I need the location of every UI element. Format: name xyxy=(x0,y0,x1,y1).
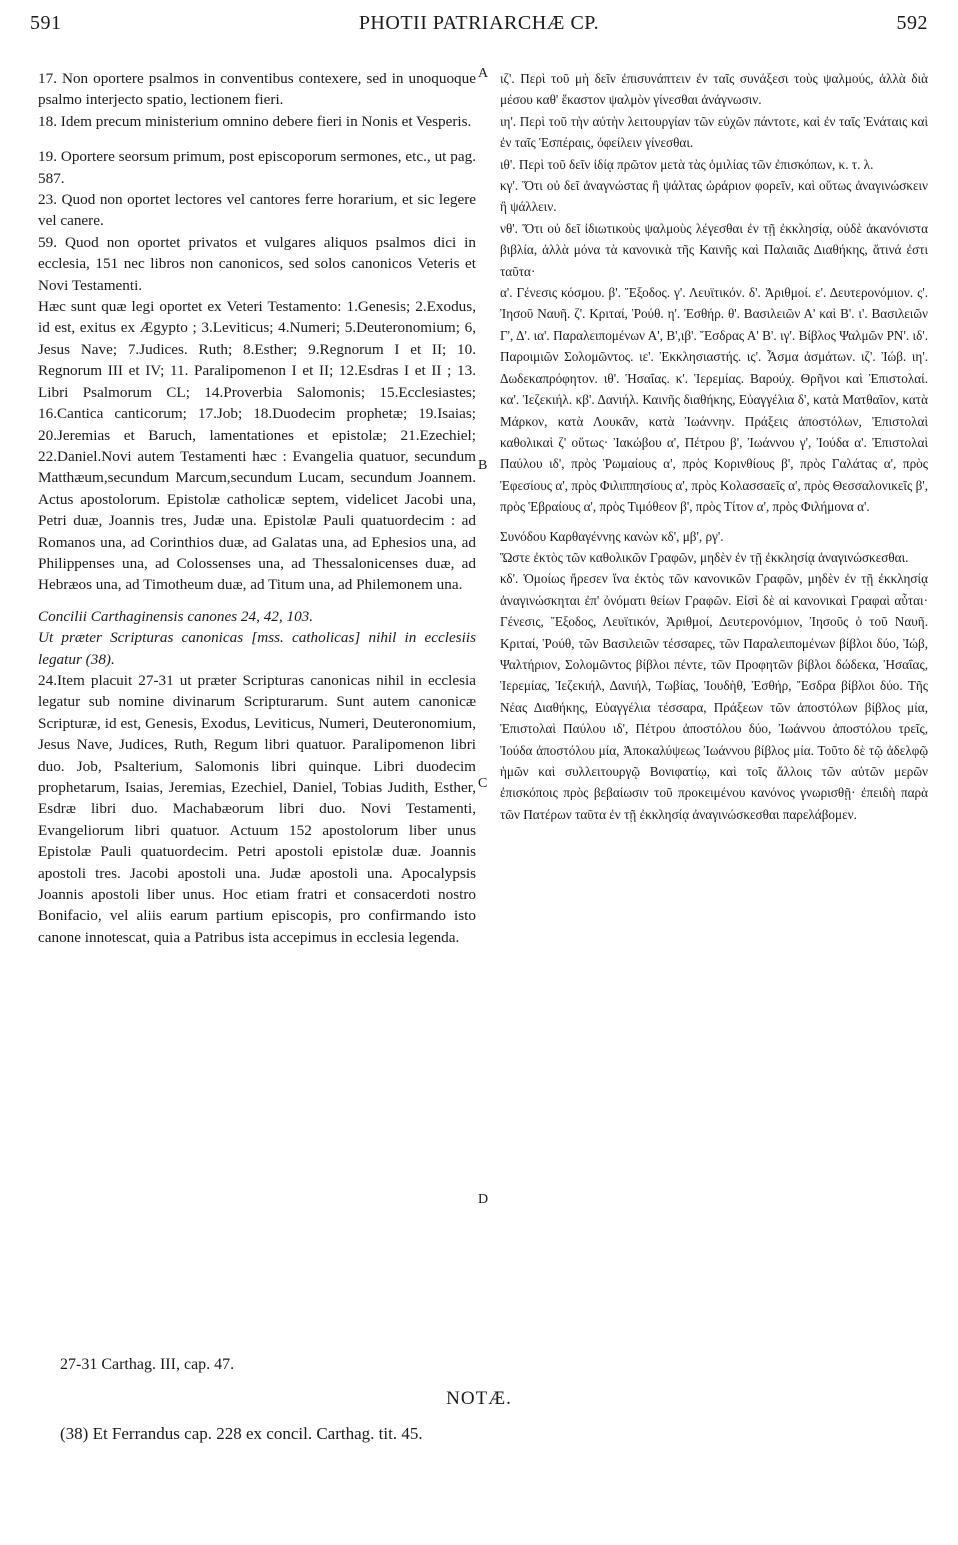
latin-canon-23: 23. Quod non oportet lectores vel cantores ferre horarium, et sic legere vel canere. xyxy=(38,191,476,230)
greek-canon-heading: Ὥστε ἐκτὸς τῶν καθολικῶν Γραφῶν, μηδὲν ἐν τῇ ἐκκλησίᾳ ἀναγινώσκεσθαι. xyxy=(500,549,909,565)
latin-canon-18: 18. Idem precum ministerium omnino debere fieri in Nonis et Vesperis. xyxy=(38,112,472,130)
running-header xyxy=(30,12,928,40)
latin-canon-24: 24.Item placuit 27-31 ut præter Scripturas canonicas nihil in ecclesia legatur sub nomine divinarum Scripturarum. Sunt autem canonicæ Scripturæ, id est, Genesis, Exodus, Leviticus, Numeri, Deuteronomium, Jesus Nave, Judices, Ruth, Regum libri quatuor. Paralipomenon libri duo. Job, Psalterium, Salomonis libri quinque. Libri duodecim prophetarum, Isaias, Jeremias, Ezechiel, Daniel, Tobias Judith, Esther, Esdræ libri duo. Machabæorum libri duo. Novi Testamenti, Evangeliorum libri quatuor. Actuum 152 apostolorum liber unus Epistolæ Pauli quatuordecim. Petri apostoli epistolæ duæ. Joannis apostoli tres. Jacobi apostoli una. Judæ apostoli una. Apocalypsis Joannis apostoli liber unus. Hoc etiam fratri et consacerdoti nostro Bonifacio, vel aliis earum partium episcopis, pro confirmando isto canone innotescat, quia a Patribus ista accepimus in ecclesia legenda. xyxy=(38,671,476,946)
footnote: 27-31 Carthag. III, cap. 47. xyxy=(60,1356,235,1373)
note-38: (38) Et Ferrandus cap. 228 ex concil. Carthag. tit. 45. xyxy=(60,1424,423,1443)
greek-canon-19: ιθ'. Περὶ τοῦ δεῖν ἰδίᾳ πρῶτον μετὰ τὰς ὁμιλίας τῶν ἐπισκόπων, κ. τ. λ. xyxy=(500,156,874,172)
latin-canon-59: 59. Quod non oportet privatos et vulgares aliquos psalmos dici in ecclesia, 151 nec libros non canonicos, sed solos canonicos Veteris et Novi Testamenti. xyxy=(38,233,476,294)
latin-column xyxy=(38,68,476,948)
page-number-left: 591 xyxy=(30,12,62,34)
page-number-right: 592 xyxy=(896,12,928,34)
margin-letter-c: C xyxy=(478,776,488,791)
greek-canon-list: α'. Γένεσις κόσμου. β'. Ἔξοδος. γ'. Λευϊτικόν. δ'. Ἀριθμοί. ε'. Δευτερονόμιον. ς'. Ἰησοῦ Ναυῆ. ζ'. Κριταί, Ῥούθ. η'. Ἐσθήρ. θ'. Βασιλειῶν Α' καὶ Β'. ι'. Βασιλειῶν Γ', Δ'. ια'. Παραλειπομένων Α', Β',ιβ'. Ἔσδρας Α' Β'. ιγ'. Βίβλος Ψαλμῶν ΡΝ'. ιδ'. Παροιμιῶν Σολομῶντος. ιε'. Ἐκκλησιαστής. ις'. Ἆσμα ἀσμάτων. ιζ'. Ἰώβ. ιη'. Δωδεκαπρόφητον. ιθ'. Ἡσαΐας. κ'. Ἱερεμίας. Βαρούχ. Θρῆνοι καὶ Ἐπιστολαί. κα'. Ἰεζεκιήλ. κβ'. Δανιήλ. Καινῆς διαθήκης, Εὐαγγέλια δ', κατὰ Ματθαῖον, κατὰ Μάρκον, κατὰ Λουκᾶν, κατὰ Ἰωάννην. Πράξεις ἀποστόλων, Ἐπιστολαὶ καθολικαὶ ζ' οὕτως· Ἰακώβου α', Πέτρου β', Ἰωάννου γ', Ἰούδα α'. Ἐπιστολαὶ Παύλου ιδ', πρὸς Ῥωμαίους α', πρὸς Κορινθίους β', πρὸς Γαλάτας α', πρὸς Ἐφεσίους α', πρὸς Φιλιππησίους α', πρὸς Κολασσαεῖς α', πρὸς Θεσσαλονικεῖς β', πρὸς Ἑβραίους α', πρὸς Τιμόθεον β', πρὸς Τίτον α', πρὸς Φιλήμονα α'. xyxy=(500,285,928,515)
notes-heading: NOTÆ. xyxy=(446,1388,512,1409)
greek-canon-17: ιζ'. Περὶ τοῦ μὴ δεῖν ἐπισυνάπτειν ἐν ταῖς συνάξεσι τοὺς ψαλμούς, ἀλλὰ διὰ μέσου καθ' ἕκαστον ψαλμὸν γίνεσθαι ἀνάγνωσιν. xyxy=(500,71,928,108)
greek-canon-23: κγ'. Ὅτι οὐ δεῖ ἀναγνώστας ἢ ψάλτας ὡράριον φορεῖν, καὶ οὕτως ἀναγινώσκειν ἢ ψάλλειν. xyxy=(500,178,928,215)
margin-letter-a: A xyxy=(478,66,489,81)
latin-canon-19: 19. Oportere seorsum primum, post episcoporum sermones, etc., ut pag. 587. xyxy=(38,148,476,187)
greek-council-title: Συνόδου Καρθαγέννης κανὼν κδ', μβ', ργ'. xyxy=(500,528,724,544)
greek-column xyxy=(500,68,928,825)
greek-canon-18: ιη'. Περὶ τοῦ τὴν αὐτὴν λειτουργίαν τῶν εὐχῶν πάντοτε, καὶ ἐν ταῖς Ἐνάταις καὶ ἐν ταῖς Ἑσπέραις, ὀφείλειν γίνεσθαι. xyxy=(500,113,928,151)
greek-canon-24: κδ'. Ὁμοίως ἤρεσεν ἵνα ἐκτὸς τῶν κανονικῶν Γραφῶν, μηδὲν ἐν τῇ ἐκκλησίᾳ ἀναγινώσκηται ἐπ' ὀνόματι θείων Γραφῶν. Εἰσὶ δὲ αἱ κανονικαὶ Γραφαὶ αὗται· Γένεσις, Ἔξοδος, Λευϊτικόν, Ἀριθμοί, Δευτερονόμιον, Ἰησοῦς ὁ τοῦ Ναυῆ. Κριταί, Ῥούθ, τῶν Βασιλειῶν τέσσαρες, τῶν Παραλειπομένων βίβλοι δύο, Ἰώβ, Ψαλτήριον, Σολομῶντος βίβλοι πέντε, τῶν Προφητῶν βίβλοι δώδεκα, Ἡσαΐας, Ἱερεμίας, Ἰεζεκιήλ, Δανιήλ, Τωβίας, Ἰουδὴθ, Ἐσθήρ, Ἔσδρα βίβλοι δύο. Τῆς Νέας Διαθήκης, Εὐαγγέλια τέσσαρα, Πράξεων τῶν ἀποστόλων βίβλος μία, Ἐπιστολαὶ Παύλου ιδ', Πέτρου ἀποστόλου δύο, Ἰωάννου ἀποστόλου τρεῖς, Ἰούδα ἀποστόλου μία, Ἀποκαλύψεως Ἰωάννου βίβλος μία. Τοῦτο δὲ τῷ ἀδελφῷ ἡμῶν καὶ συλλειτουργῷ Βονιφατίῳ, καὶ τοῖς ἄλλοις τῶν αὐτῶν μερῶν ἐπισκόποις πρὸς βεβαίωσιν τοῦ προκειμένου κανόνος γνωρισθῇ· ἐπειδὴ παρὰ τῶν Πατέρων ταῦτα ἐν τῇ ἐκκλησίᾳ ἀναγινώσκεσθαι παρελάβομεν. xyxy=(500,571,928,822)
margin-letter-b: B xyxy=(478,458,488,473)
latin-canon-heading: Ut præter Scripturas canonicas [mss. catholicas] nihil in ecclesiis legatur (38). xyxy=(38,629,476,668)
latin-council-title: Concilii Carthaginensis canones 24, 42, 103. xyxy=(38,607,314,625)
running-title: PHOTII PATRIARCHÆ CP. xyxy=(358,12,600,34)
latin-canon-list: Hæc sunt quæ legi oportet ex Veteri Testamento: 1.Genesis; 2.Exodus, id est, exitus ex Ægypto ; 3.Leviticus; 4.Numeri; 5.Deuteronomium; 6, Jesus Nave; 7.Judices. Ruth; 8.Esther; 9.Regnorum I et II; 10. Regnorum III et IV; 11. Paralipomenon I et II; 12.Esdras I et II ; 13. Libri Psalmorum CL; 14.Proverbia Salomonis; 15.Ecclesiastes; 16.Cantica canticorum; 17.Job; 18.Duodecim prophetæ; 19.Isaias; 20.Jeremias et Baruch, lamentationes et epistolæ; 21.Ezechiel; 22.Daniel.Novi autem Testamenti hæc : Evangelia quatuor, secundum Matthæum,secundum Marcum,secundum Lucam, secundum Joannem. Actus apostolorum. Epistolæ catholicæ septem, videlicet Jacobi una, Petri duæ, Joannis tres, Judæ una. Epistolæ Pauli quatuordecim : ad Romanos una, ad Corinthios duæ, ad Galatas una, ad Ephesios una, ad Philippenses una, ad Colossenses una, ad Thessalonicenses duæ, ad Hebræos una, ad Timotheum duæ, ad Titum una, ad Philemonem una. xyxy=(38,298,476,594)
latin-canon-17: 17. Non oportere psalmos in conventibus contexere, sed in unoquoque psalmo interjecto spatio, lectionem fieri. xyxy=(38,70,476,109)
greek-canon-59: νθ'. Ὅτι οὐ δεῖ ἰδιωτικοὺς ψαλμοὺς λέγεσθαι ἐν τῇ ἐκκλησίᾳ, οὐδὲ ἀκανόνιστα βιβλία, ἀλλὰ μόνα τὰ κανονικὰ τῆς Καινῆς καὶ Παλαιᾶς Διαθήκης, ἅτινά ἐστι ταῦτα· xyxy=(500,220,928,279)
margin-letter-d: D xyxy=(478,1192,489,1207)
